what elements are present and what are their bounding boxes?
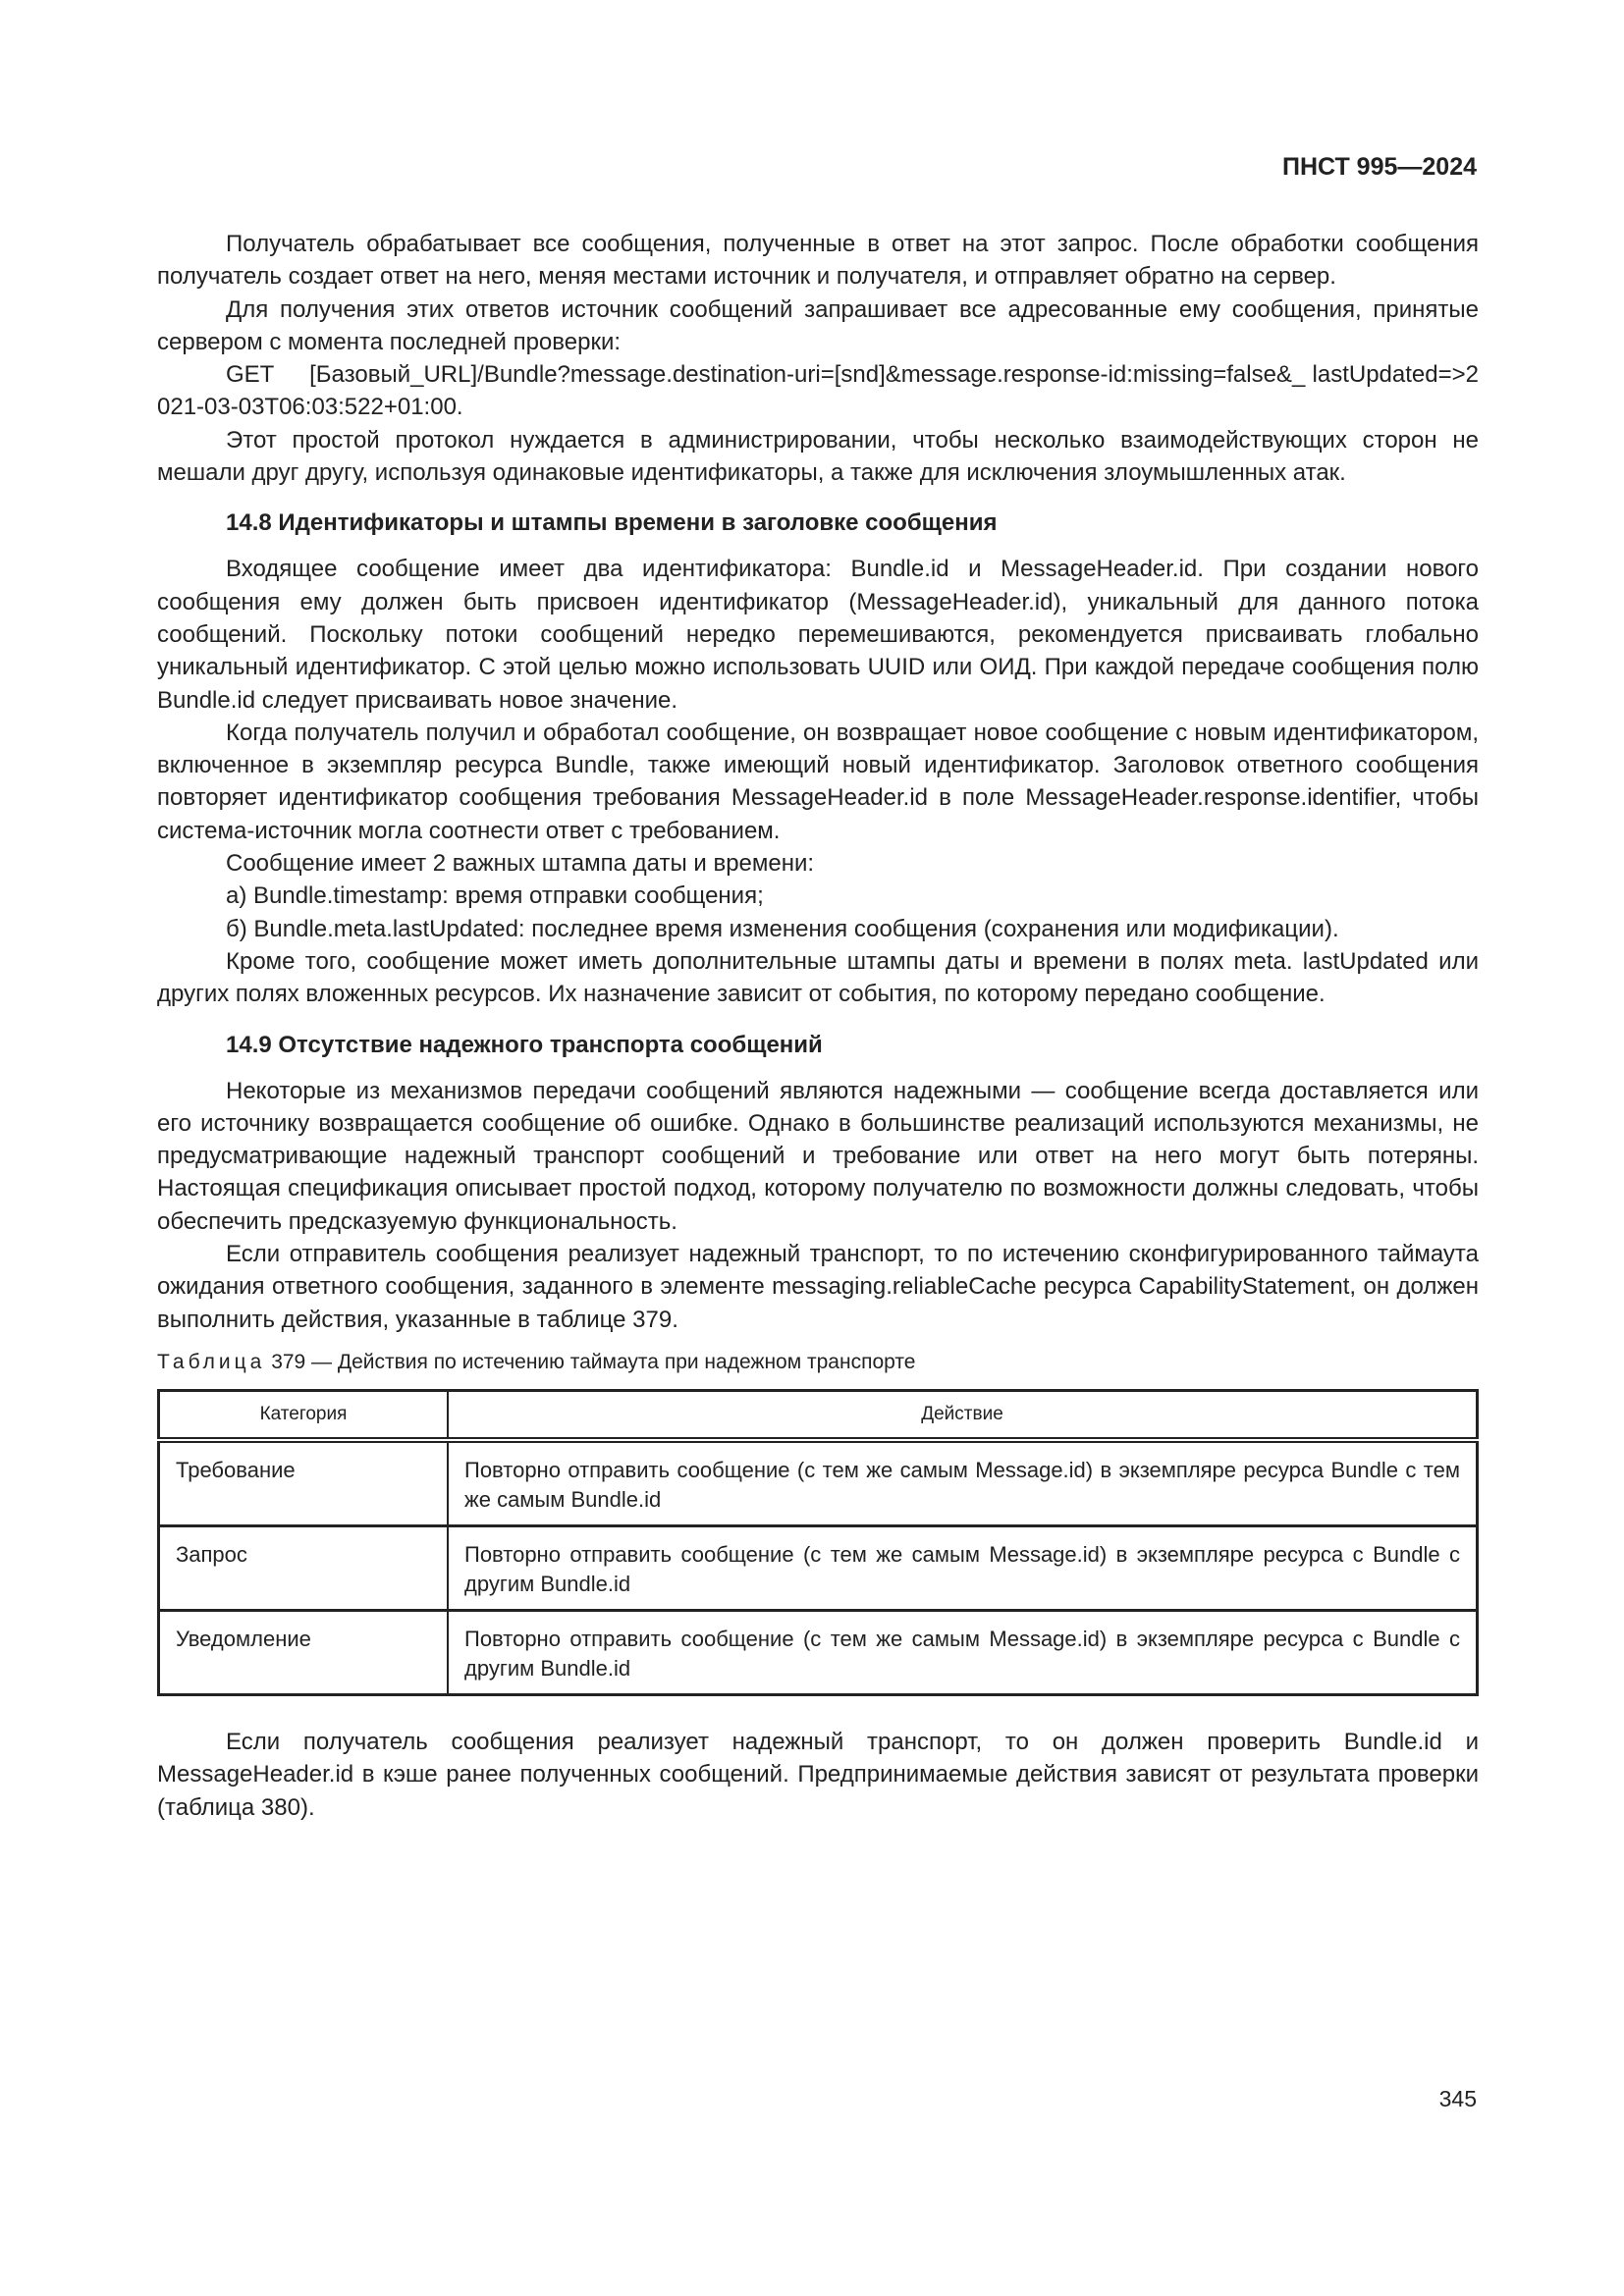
table-caption-text: 379 — Действия по истечению таймаута при надежном транспорте xyxy=(271,1350,916,1373)
table-caption-label: Таблица xyxy=(157,1350,266,1373)
table-row xyxy=(159,1440,1478,1526)
paragraph: Если получатель сообщения реализует надежный транспорт, то он должен проверить Bundle.id и MessageHeader.id в кэше ранее полученных сообщений. Предпринимаемые действия зависят от результата проверки (таблица 380). xyxy=(157,1728,1479,1821)
paragraph: Кроме того, сообщение может иметь дополнительные штампы даты и времени в полях meta. lastUpdated или других полях вложенных ресурсов. Их назначение зависит от события, по которому передано сообщение. xyxy=(157,947,1479,1008)
document-id-header: ПНСТ 995—2024 xyxy=(1282,153,1477,181)
list-item: а) Bundle.timestamp: время отправки сообщения; xyxy=(226,882,764,910)
paragraph: Сообщение имеет 2 важных штампа даты и времени: xyxy=(226,850,815,878)
paragraph: Некоторые из механизмов передачи сообщений являются надежными — сообщение всегда доставляется или его источнику возвращается сообщение об ошибке. Однако в большинстве реализаций используются механизмы, не предусматривающие надежный транспорт сообщений и требование или ответ на него могут быть потеряны. Настоящая спецификация описывает простой подход, которому получателю по возможности должны следовать, чтобы обеспечить предсказуемую функциональность. xyxy=(157,1077,1479,1235)
paragraph: Получатель обрабатывает все сообщения, полученные в ответ на этот запрос. После обработки сообщения получатель создает ответ на него, меняя местами источник и получателя, и отправляет обратно на сервер. xyxy=(157,231,1479,291)
paragraph: Когда получатель получил и обработал сообщение, он возвращает новое сообщение с новым идентификатором, включенное в экземпляр ресурса Bundle, также имеющий новый идентификатор. Заголовок ответного сообщения повторяет идентификатор сообщения требования MessageHeader.id в поле MessageHeader.response.identifier, чтобы система-источник могла соотнести ответ с требованием. xyxy=(157,719,1479,844)
table-header-row xyxy=(159,1390,1478,1440)
section-heading-14-8: 14.8 Идентификаторы и штампы времени в заголовке сообщения xyxy=(226,509,998,537)
column-header-category: Категория xyxy=(159,1390,449,1440)
paragraph: Этот простой протокол нуждается в администрировании, чтобы несколько взаимодействующих сторон не мешали друг другу, используя одинаковые идентификаторы, а также для исключения злоумышленных атак. xyxy=(157,426,1479,487)
page-content xyxy=(157,228,1479,1824)
cell-action: Повторно отправить сообщение (с тем же самым Message.id) в экземпляре ресурса с Bundle с другим Bundle.id xyxy=(448,1525,1478,1610)
table-caption xyxy=(157,1348,1479,1377)
get-request-line: GET [Базовый_URL]/Bundle?message.destination-uri=[snd]&message.response-id:missing=false&_ lastUpdated=>2021-03-03T06:03:522+01:00. xyxy=(157,361,1479,421)
cell-category: Требование xyxy=(159,1440,449,1526)
table-379 xyxy=(157,1389,1479,1696)
column-header-action: Действие xyxy=(448,1390,1478,1440)
table-row xyxy=(159,1525,1478,1610)
paragraph: Входящее сообщение имеет два идентификатора: Bundle.id и MessageHeader.id. При создании нового сообщения ему должен быть присвоен идентификатор (MessageHeader.id), уникальный для данного потока сообщений. Поскольку потоки сообщений нередко перемешиваются, рекомендуется присваивать глобально уникальный идентификатор. С этой целью можно использовать UUID или ОИД. При каждой передаче сообщения полю Bundle.id следует присваивать новое значение. xyxy=(157,556,1479,714)
cell-category: Запрос xyxy=(159,1525,449,1610)
paragraph: Для получения этих ответов источник сообщений запрашивает все адресованные ему сообщения, принятые сервером с момента последней проверки: xyxy=(157,295,1479,355)
paragraph: Если отправитель сообщения реализует надежный транспорт, то по истечению сконфигурированного таймаута ожидания ответного сообщения, заданного в элементе messaging.reliableCache ресурса CapabilityStatement, он должен выполнить действия, указанные в таблице 379. xyxy=(157,1241,1479,1333)
cell-action: Повторно отправить сообщение (с тем же самым Message.id) в экземпляре ресурса с Bundle с другим Bundle.id xyxy=(448,1610,1478,1694)
page-number: 345 xyxy=(1438,2086,1477,2111)
cell-category: Уведомление xyxy=(159,1610,449,1694)
table-row xyxy=(159,1610,1478,1694)
section-heading-14-9: 14.9 Отсутствие надежного транспорта сообщений xyxy=(226,1031,823,1058)
list-item: б) Bundle.meta.lastUpdated: последнее время изменения сообщения (сохранения или модификации). xyxy=(226,915,1339,942)
cell-action: Повторно отправить сообщение (с тем же самым Message.id) в экземпляре ресурса Bundle с тем же самым Bundle.id xyxy=(448,1440,1478,1526)
